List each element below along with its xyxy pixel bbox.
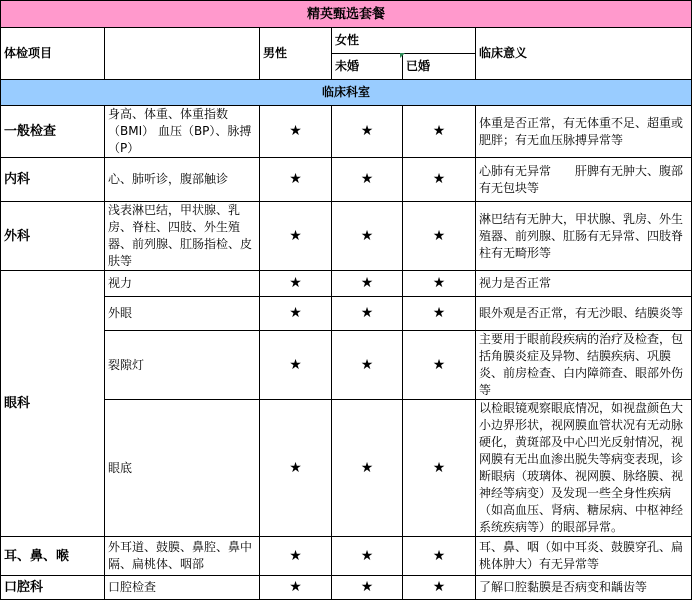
check-star: ★ <box>332 576 403 600</box>
exam-item: 身高、体重、体重指数（BMI） 血压（BP）、脉搏（P） <box>105 106 260 158</box>
check-star: ★ <box>260 297 332 331</box>
check-star: ★ <box>332 158 403 202</box>
clinical-meaning: 体重是否正常，有无体重不足、超重或肥胖；有无血压脉搏异常等 <box>476 106 692 158</box>
exam-item: 外耳道、鼓膜、鼻腔、鼻中隔、扁桃体、咽部 <box>105 537 260 576</box>
check-star: ★ <box>403 537 476 576</box>
check-star: ★ <box>403 106 476 158</box>
package-title: 精英甄选套餐 <box>1 1 692 28</box>
category-label: 外科 <box>1 202 105 271</box>
clinical-meaning: 耳、鼻、咽（如中耳炎、鼓膜穿孔、扁桃体肿大）有无异常等 <box>476 537 692 576</box>
exam-item: 口腔检查 <box>105 576 260 600</box>
exam-item: 裂隙灯 <box>105 331 260 400</box>
check-star: ★ <box>403 202 476 271</box>
exam-item: 浅表淋巴结，甲状腺、乳房、脊柱、四肢、外生殖器、前列腺、肛肠指检、皮肤等 <box>105 202 260 271</box>
exam-item: 眼底 <box>105 400 260 537</box>
section-header: 临床科室 <box>1 80 692 106</box>
check-star: ★ <box>403 400 476 537</box>
header-spacer <box>105 28 260 80</box>
clinical-meaning: 了解口腔黏膜是否病变和龋齿等 <box>476 576 692 600</box>
header-item: 体检项目 <box>1 28 105 80</box>
header-female: 女性 <box>332 28 476 54</box>
category-label: 一般检查 <box>1 106 105 158</box>
clinical-meaning: 以检眼镜观察眼底情况，如视盘颜色大小边界形状，视网膜血管状况有无动脉硬化，黄斑部及中心凹光反射情况，视网膜有无出血渗出脱失等病变表现，诊断眼病（玻璃体、视网膜、脉络膜、视神经等病变）及发现一些全身性疾病（如高血压、肾病、糖尿病、中枢神经系统疾病等）的眼部异常。 <box>476 400 692 537</box>
check-star: ★ <box>260 158 332 202</box>
check-star: ★ <box>403 297 476 331</box>
check-star: ★ <box>260 331 332 400</box>
check-star: ★ <box>260 202 332 271</box>
comment-marker-icon <box>400 53 405 58</box>
check-star: ★ <box>260 271 332 297</box>
check-star: ★ <box>260 576 332 600</box>
clinical-meaning: 主要用于眼前段疾病的治疗及检查，包括角膜炎症及异物、结膜疾病、巩膜炎、前房检查、白内障筛查、眼部外伤等 <box>476 331 692 400</box>
check-star: ★ <box>332 271 403 297</box>
check-star: ★ <box>332 297 403 331</box>
category-label: 内科 <box>1 158 105 202</box>
clinical-meaning: 视力是否正常 <box>476 271 692 297</box>
check-star: ★ <box>260 537 332 576</box>
check-star: ★ <box>332 400 403 537</box>
check-star: ★ <box>403 576 476 600</box>
exam-item: 外眼 <box>105 297 260 331</box>
check-star: ★ <box>332 106 403 158</box>
clinical-meaning: 淋巴结有无肿大，甲状腺、乳房、外生殖器、前列腺、肛肠有无异常、四肢脊柱有无畸形等 <box>476 202 692 271</box>
check-star: ★ <box>260 400 332 537</box>
clinical-meaning: 心肺有无异常 肝脾有无肿大、腹部有无包块等 <box>476 158 692 202</box>
check-star: ★ <box>403 158 476 202</box>
header-male: 男性 <box>260 28 332 80</box>
category-label: 口腔科 <box>1 576 105 600</box>
exam-item: 心、肺听诊，腹部触诊 <box>105 158 260 202</box>
clinical-meaning: 眼外观是否正常，有无沙眼、结膜炎等 <box>476 297 692 331</box>
header-meaning: 临床意义 <box>476 28 692 80</box>
check-star: ★ <box>332 331 403 400</box>
check-star: ★ <box>403 331 476 400</box>
check-star: ★ <box>403 271 476 297</box>
category-label: 耳、鼻、喉 <box>1 537 105 576</box>
check-star: ★ <box>260 106 332 158</box>
category-label: 眼科 <box>1 271 105 537</box>
exam-item: 视力 <box>105 271 260 297</box>
header-married: 已婚 <box>403 54 476 80</box>
header-unmarried: 未婚 <box>332 54 403 80</box>
check-star: ★ <box>332 202 403 271</box>
check-star: ★ <box>332 537 403 576</box>
